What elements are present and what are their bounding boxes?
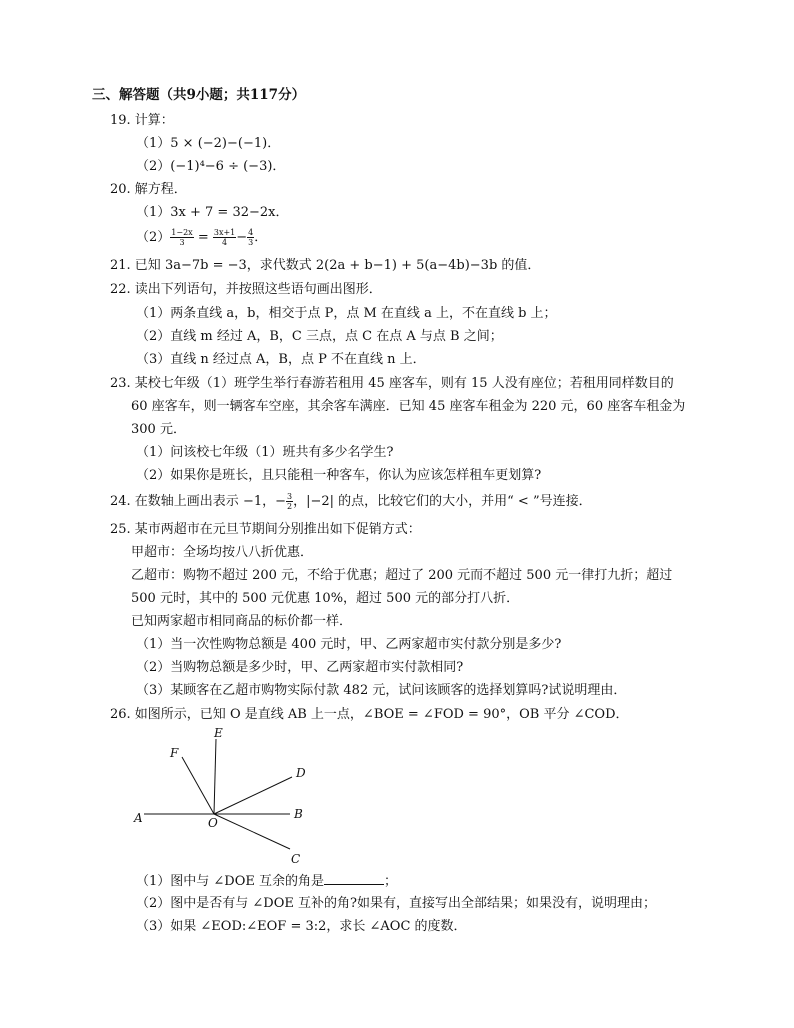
question-25-part-1: （1）当一次性购物总额是 400 元时，甲、乙两家超市实付款分别是多少?	[136, 637, 562, 652]
question-22-part-2: （2）直线 m 经过 A，B，C 三点，点 C 在点 A 与点 B 之间；	[136, 329, 503, 344]
question-23-part-1: （1）问该校七年级（1）班共有多少名学生?	[136, 445, 394, 460]
question-23-line-2: 60 座客车，则一辆客车空座，其余客车满座．已知 45 座客车租金为 220 元，60 座客车租金为	[131, 399, 686, 414]
question-25-line-1: 25. 某市两超市在元旦节期间分别推出如下促销方式：	[110, 522, 421, 537]
question-25-line-3: 乙超市：购物不超过 200 元，不给于优惠；超过了 200 元而不超过 500 元一律打九折；超过	[131, 568, 673, 583]
question-25-part-2: （2）当购物总额是多少时，甲、乙两家超市实付款相同?	[136, 660, 464, 675]
period: ．	[254, 230, 268, 245]
ray-of	[182, 757, 214, 814]
question-26-part-1-text: （1）图中与 ∠DOE 互余的角是	[136, 874, 324, 889]
question-26-part-3: （3）如果 ∠EOD:∠EOF = 3:2，求长 ∠AOC 的度数．	[136, 919, 467, 934]
question-20-part-1: （1）3x + 7 = 32−2x．	[136, 205, 289, 220]
fraction-1-numerator: 1−2x	[171, 228, 193, 237]
ray-oe	[214, 739, 216, 814]
label-f: F	[170, 746, 179, 760]
question-22-part-1: （1）两条直线 a，b，相交于点 P，点 M 在直线 a 上，不在直线 b 上；	[136, 306, 557, 321]
question-21: 21. 已知 3a−7b = −3，求代数式 2(2a + b−1) + 5(a−4b)−3b 的值．	[110, 258, 541, 273]
label-a: A	[134, 811, 143, 825]
equals-sign: =	[193, 230, 213, 245]
question-26-part-1-end: ；	[384, 874, 398, 889]
label-c: C	[291, 852, 301, 866]
fraction-3-numerator: 4	[248, 228, 254, 237]
question-19-part-2: （2）(−1)⁴−6 ÷ (−3)．	[136, 159, 286, 174]
ray-oc	[214, 814, 290, 849]
label-e: E	[214, 727, 223, 740]
minus-sign: −	[236, 230, 248, 245]
question-23-part-2: （2）如果你是班长，且只能租一种客车，你认为应该怎样租车更划算?	[136, 468, 542, 483]
section-title: 三、解答题（共9小题；共117分）	[92, 87, 306, 103]
answer-blank	[324, 872, 384, 885]
question-26-part-1	[136, 872, 397, 891]
question-23-line-1: 23. 某校七年级（1）班学生举行春游若租用 45 座客车，则有 15 人没有座位；若租用同样数目的	[110, 376, 674, 391]
fraction-1	[170, 228, 193, 247]
ray-od	[214, 777, 292, 814]
fraction-denominator: 2	[287, 502, 293, 511]
angle-figure	[128, 727, 328, 867]
question-24-suffix: ，|−2| 的点，比较它们的大小，并用“ < ”号连接．	[293, 494, 592, 509]
question-22-part-3: （3）直线 n 经过点 A，B，点 P 不在直线 n 上．	[136, 352, 426, 367]
label-d: D	[296, 766, 306, 780]
question-24-prefix: 24. 在数轴上画出表示 −1，−	[110, 494, 286, 509]
label-b: B	[294, 807, 303, 821]
question-19-part-1: （1）5 × (−2)−(−1)．	[136, 136, 281, 151]
question-22-label: 22. 读出下列语句，并按照这些语句画出图形．	[110, 282, 382, 297]
question-20-part-2-prefix: （2）	[136, 230, 171, 245]
fraction-2-numerator: 3x+1	[213, 228, 236, 237]
question-26-part-2: （2）图中是否有与 ∠DOE 互补的角?如果有，直接写出全部结果；如果没有，说明理由；	[136, 896, 656, 911]
fraction-2-denominator: 4	[222, 238, 228, 247]
question-25-part-3: （3）某顾客在乙超市购物实际付款 482 元，试问该顾客的选择划算吗?试说明理由．	[136, 683, 627, 698]
fraction-2	[213, 228, 236, 247]
fraction-numerator: 3	[287, 492, 293, 501]
question-25-line-5: 已知两家超市相同商品的标价都一样．	[131, 614, 353, 629]
label-o: O	[208, 816, 218, 830]
question-26-label: 26. 如图所示，已知 O 是直线 AB 上一点，∠BOE = ∠FOD = 90°，OB 平分 ∠COD．	[110, 707, 629, 722]
question-25-line-2: 甲超市：全场均按八八折优惠．	[131, 545, 314, 560]
fraction-1-denominator: 3	[179, 238, 185, 247]
fraction-3-denominator: 3	[248, 238, 254, 247]
question-24	[110, 492, 592, 511]
question-19-label: 19. 计算：	[110, 113, 174, 128]
question-25-line-4: 500 元时，其中的 500 元优惠 10%，超过 500 元的部分打八折．	[131, 591, 520, 606]
question-23-line-3: 300 元．	[131, 422, 186, 437]
question-20-part-2	[136, 228, 267, 247]
question-20-label: 20. 解方程．	[110, 182, 187, 197]
